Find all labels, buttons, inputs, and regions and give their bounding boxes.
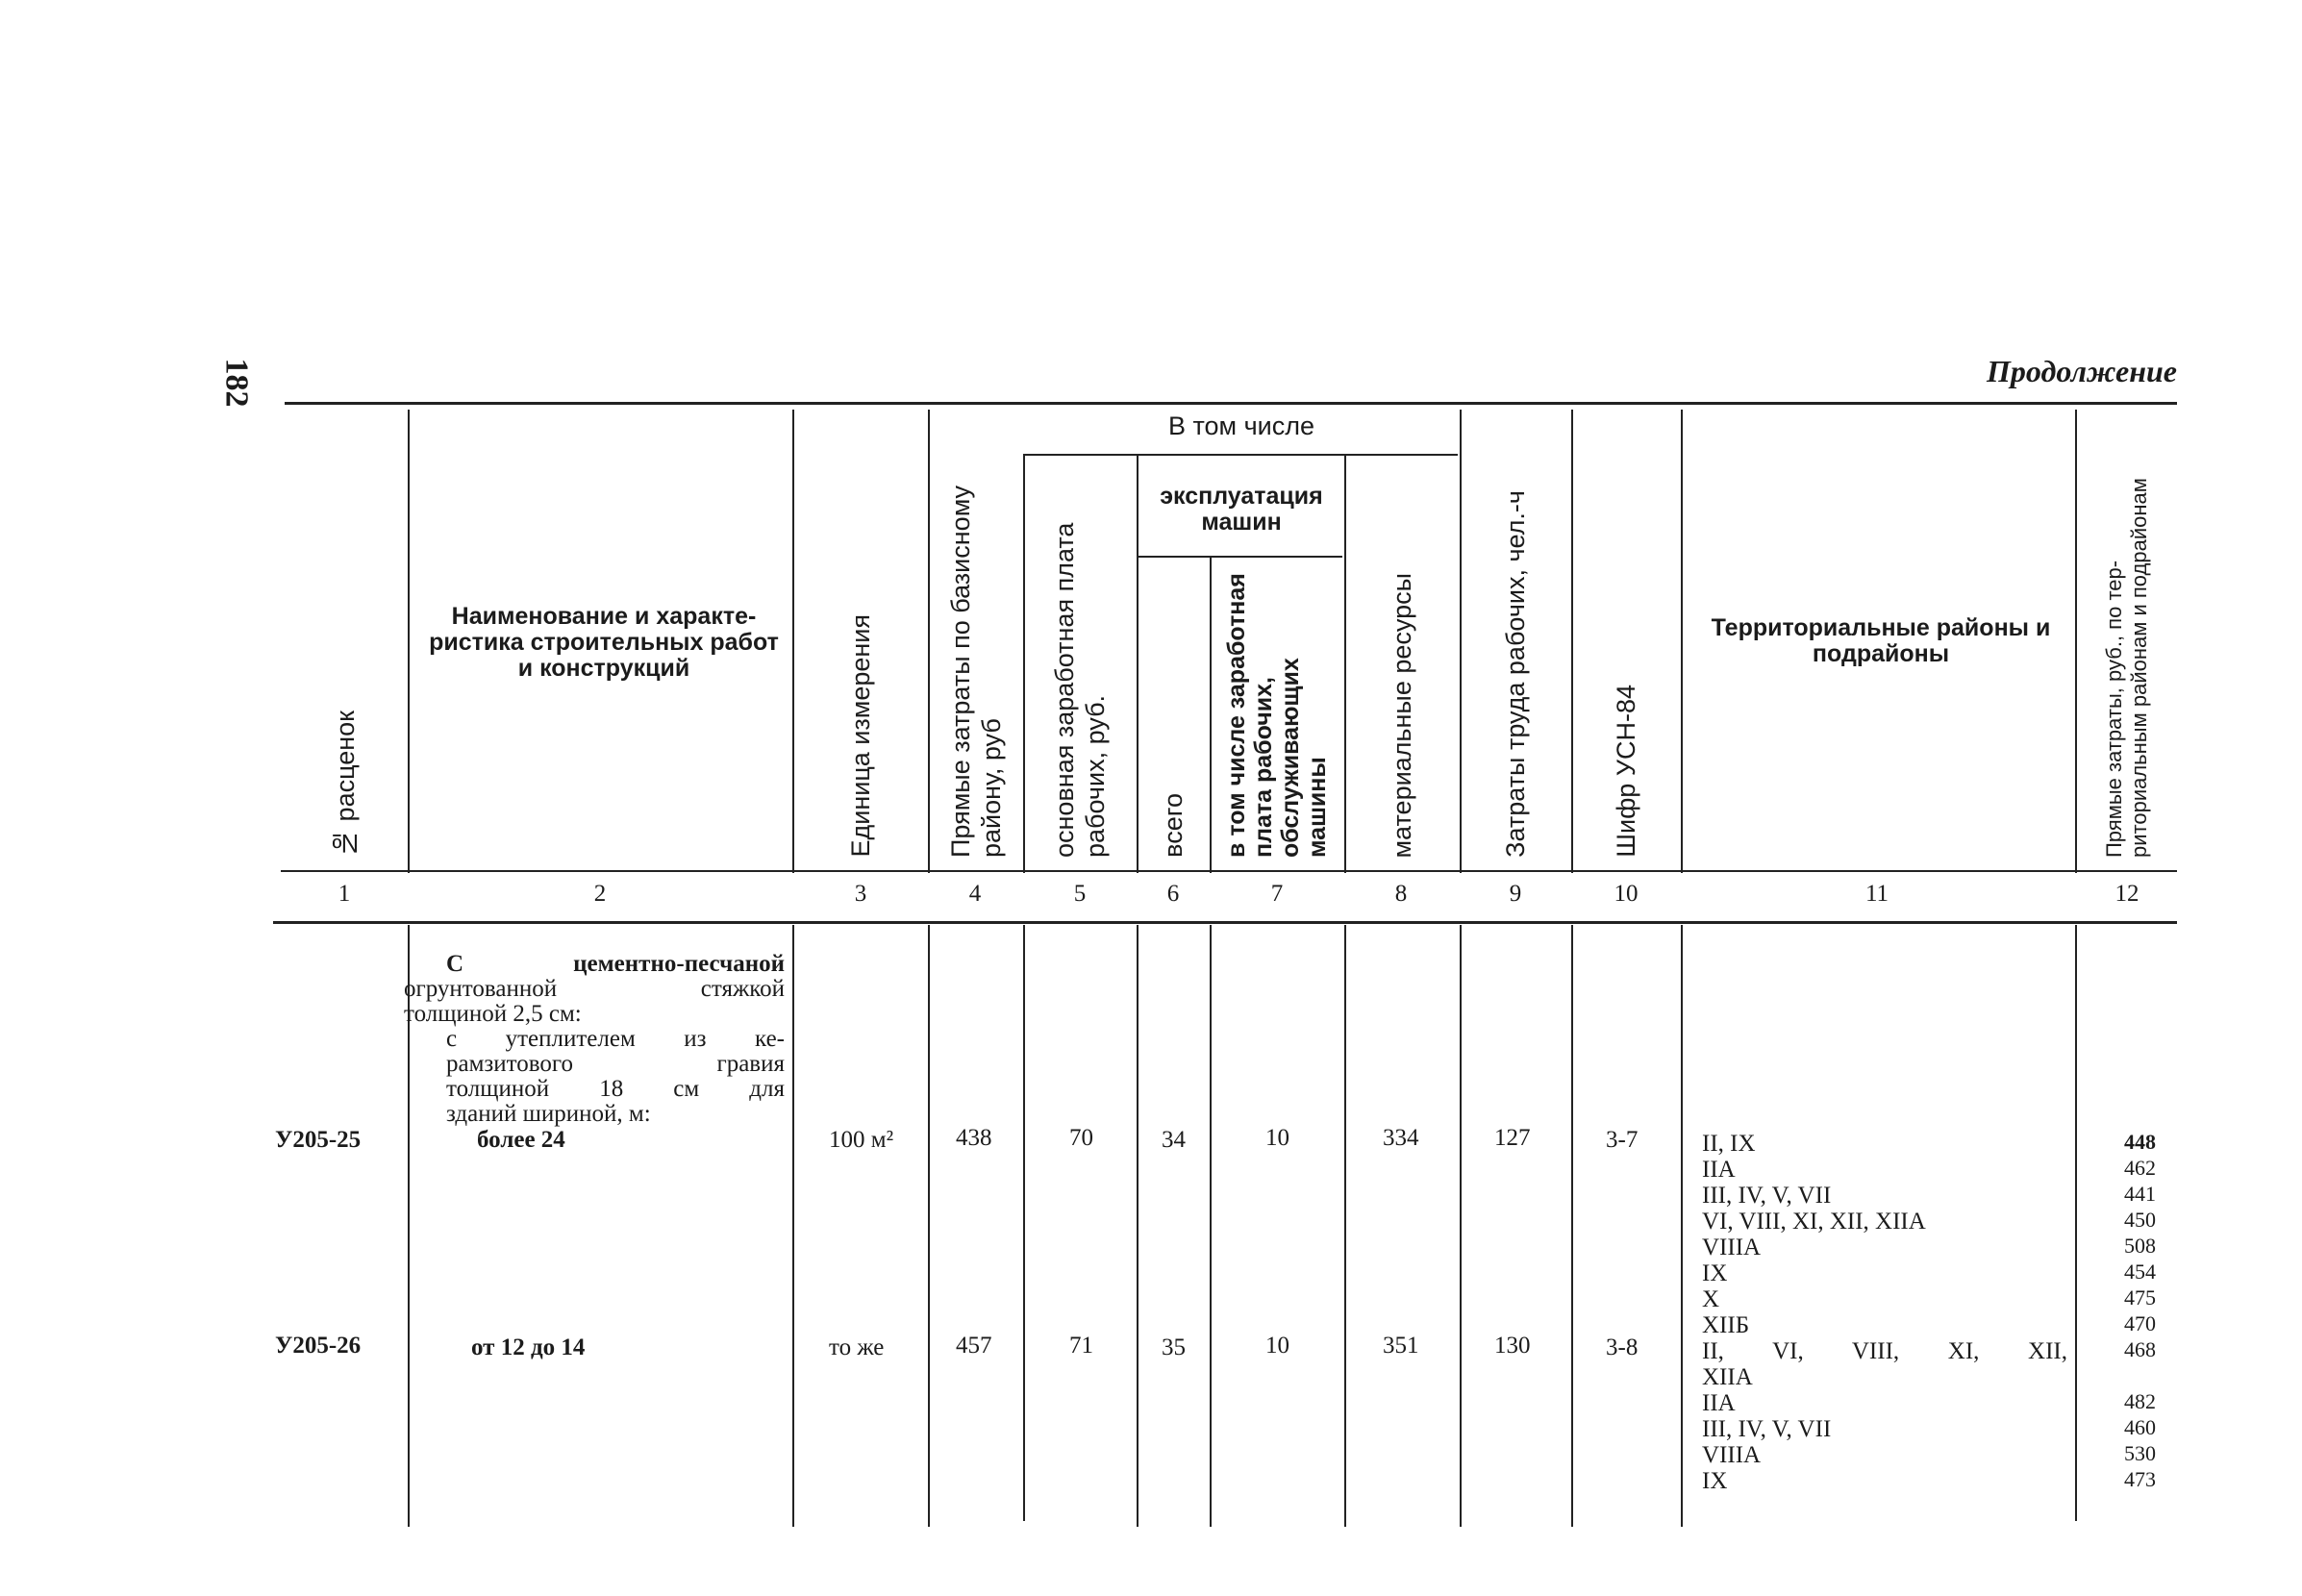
column-number: 7 (1270, 881, 1284, 907)
region-item: II, VI, VIII, XI, XII, (1702, 1338, 2067, 1364)
header-machines-total: всего (1159, 793, 1188, 858)
region-item: IIA (1702, 1390, 1736, 1416)
column-number: 2 (593, 881, 607, 907)
header-work-name: Наименование и характеристика строительных работ и конструкций (429, 603, 779, 682)
region-item: XIIБ (1702, 1312, 1750, 1338)
region-item: X (1702, 1286, 1720, 1312)
labor: 130 (1494, 1333, 1531, 1359)
usn-code: 3-8 (1606, 1334, 1639, 1360)
materials: 351 (1383, 1333, 1419, 1359)
column-number: 12 (2114, 881, 2139, 907)
header-regional-costs: Прямые затраты, руб., по территориальным районам и подрайонам (2102, 478, 2151, 858)
materials: 334 (1383, 1125, 1419, 1151)
region-item: XIIA (1702, 1364, 1753, 1390)
column-number: 3 (854, 881, 867, 907)
regional-price: 530 (2124, 1441, 2156, 1465)
regional-price: 473 (2124, 1467, 2156, 1491)
direct-costs: 457 (956, 1333, 992, 1359)
region-item: IIA (1702, 1157, 1736, 1183)
header-machines-wages: в том числе заработная плата рабочих, обслуживающих машины (1223, 573, 1331, 858)
regional-price: 448 (2124, 1130, 2156, 1154)
unit: то же (829, 1334, 885, 1360)
section-line: толщиной 18 см для (446, 1076, 785, 1102)
unit: 100 м² (829, 1127, 894, 1153)
table-top-rule (285, 402, 2177, 405)
body-divider (1681, 925, 1683, 1527)
header-territorial-regions: Территориальные районы и подрайоны (1711, 614, 2051, 667)
header-machine-operation: эксплуатация машин (1160, 483, 1323, 536)
column-number: 8 (1394, 881, 1408, 907)
body-divider (1460, 925, 1462, 1527)
regional-price: 454 (2124, 1259, 2156, 1284)
region-item: VI, VIII, XI, XII, XIIA (1702, 1209, 1926, 1234)
regional-price: 468 (2124, 1337, 2156, 1361)
regional-price-list (2087, 1129, 2156, 1492)
header-rate-number: № расценок (331, 711, 360, 858)
region-item: IX (1702, 1260, 1728, 1286)
regional-price: 508 (2124, 1234, 2156, 1258)
header-materials: материальные ресурсы (1388, 572, 1416, 858)
machines-wages: 10 (1265, 1333, 1289, 1359)
regional-price: 450 (2124, 1208, 2156, 1232)
continuation-label: Продолжение (1987, 354, 2177, 388)
header-base-wages: основная заработная плата рабочих, руб. (1050, 522, 1110, 858)
body-divider (1210, 925, 1212, 1527)
region-list (1702, 1131, 2067, 1494)
body-divider (792, 925, 794, 1527)
regional-price: 482 (2124, 1389, 2156, 1413)
region-item: III, IV, V, VII (1702, 1416, 1832, 1442)
column-number: 6 (1166, 881, 1180, 907)
rate-code: У205-26 (275, 1333, 362, 1359)
usn-code: 3-7 (1606, 1127, 1639, 1153)
section-line: С цементно-песчаной (446, 951, 785, 977)
column-number: 1 (338, 881, 351, 907)
header-divider (408, 410, 410, 873)
column-number: 11 (1864, 881, 1889, 907)
header-divider (1681, 410, 1683, 873)
regional-price: 462 (2124, 1156, 2156, 1180)
column-number: 9 (1509, 881, 1522, 907)
machines-wages: 10 (1265, 1125, 1289, 1151)
regional-price: 470 (2124, 1311, 2156, 1335)
machines-total: 34 (1162, 1127, 1186, 1153)
numbers-bottom-rule (273, 921, 2177, 924)
regional-price: 475 (2124, 1285, 2156, 1309)
work-name: от 12 до 14 (471, 1334, 586, 1360)
regional-price: 441 (2124, 1182, 2156, 1206)
direct-costs: 438 (956, 1125, 992, 1151)
region-item: III, IV, V, VII (1702, 1183, 1832, 1209)
section-line: с утеплителем из ке- (446, 1026, 785, 1052)
machines-total: 35 (1162, 1334, 1186, 1360)
base-wages: 70 (1069, 1125, 1093, 1151)
region-item: IX (1702, 1468, 1728, 1494)
region-item: II, IX (1702, 1131, 1756, 1157)
column-number: 10 (1614, 881, 1639, 907)
section-line: рамзитового гравия (446, 1051, 785, 1077)
section-line: огрунтованной стяжкой (404, 976, 785, 1002)
regional-price (2087, 1362, 2156, 1388)
body-divider (1137, 925, 1138, 1527)
column-number: 4 (968, 881, 982, 907)
section-line: зданий шириной, м: (446, 1101, 651, 1127)
body-divider (1571, 925, 1573, 1527)
region-item: VIIIA (1702, 1442, 1762, 1468)
section-line: толщиной 2,5 см: (404, 1001, 582, 1027)
work-name: более 24 (477, 1127, 565, 1153)
rate-code: У205-25 (275, 1127, 362, 1153)
header-divider (928, 410, 930, 873)
body-divider (1344, 925, 1346, 1527)
header-direct-costs: Прямые затраты по базисному району, руб (946, 485, 1006, 858)
labor: 127 (1494, 1125, 1531, 1151)
header-divider (792, 410, 794, 873)
header-labor: Затраты труда рабочих, чел.-ч (1501, 490, 1530, 858)
regional-price: 460 (2124, 1415, 2156, 1439)
header-usn-code: Шифр УСН-84 (1612, 685, 1640, 858)
body-divider (2075, 925, 2077, 1521)
section-description (404, 952, 785, 1127)
group-header-rule (1023, 454, 1458, 456)
subgroup-header-rule (1137, 556, 1342, 558)
header-unit: Единица измерения (846, 614, 875, 858)
body-divider (1023, 925, 1025, 1521)
base-wages: 71 (1069, 1333, 1093, 1359)
header-group-in-total: В том числе (1167, 411, 1315, 440)
region-item: VIIIA (1702, 1234, 1762, 1260)
page-number: 182 (218, 358, 254, 408)
body-divider (928, 925, 930, 1527)
header-bottom-rule (281, 870, 2177, 872)
column-number: 5 (1073, 881, 1087, 907)
